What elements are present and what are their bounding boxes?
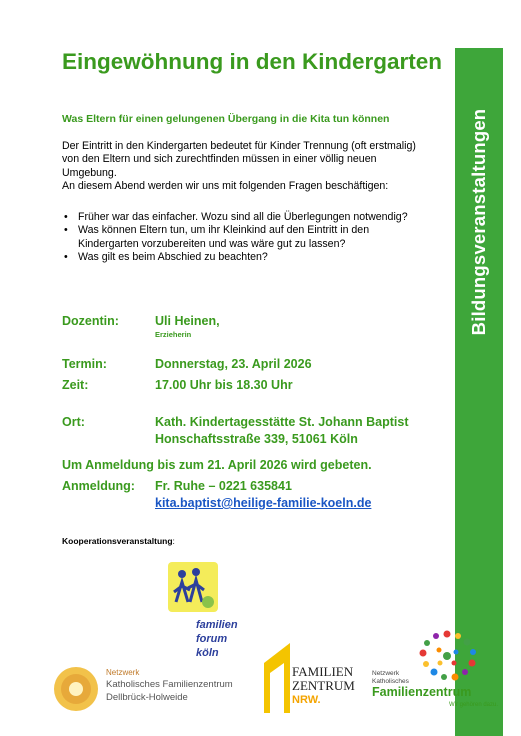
sidebar-title: Bildungsveranstaltungen	[468, 108, 489, 336]
familienzentrum-line-2: ZENTRUM	[292, 678, 355, 693]
termin-label: Termin:	[62, 357, 107, 371]
familienforum-emblem-icon	[168, 562, 218, 612]
familienforum-line-1: familien	[196, 619, 238, 631]
page-subtitle: Was Eltern für einen gelungenen Übergang in die Kita tun können	[62, 113, 390, 125]
sun-emblem-icon	[52, 665, 100, 713]
netzwerk-kath-line-4: Wir gehören dazu.	[448, 702, 498, 708]
list-item: • Was können Eltern tun, um ihr Kleinkind auf den Eintritt in den Kindergarten vorzubereiten und was wäre gut zu lassen?	[62, 224, 432, 251]
intro-text	[62, 140, 432, 193]
netzwerk-kath-line-2: Katholisches	[372, 677, 409, 685]
list-item: • Früher war das einfacher. Wozu sind all die Überlegungen notwendig?	[62, 211, 432, 224]
ort-line-2: Honschaftsstraße 339, 51061 Köln	[155, 432, 358, 446]
registration-note: Um Anmeldung bis zum 21. April 2026 wird gebeten.	[62, 458, 372, 472]
cooperation-label	[62, 536, 175, 546]
cooperation-label-text: Kooperationsveranstaltung	[62, 536, 173, 546]
zeit-value: 17.00 Uhr bis 18.30 Uhr	[155, 378, 293, 392]
anmeldung-contact: Fr. Ruhe – 0221 635841	[155, 479, 292, 493]
ort-label: Ort:	[62, 415, 85, 429]
dozent-name: Uli Heinen,	[155, 314, 220, 328]
dozent-label: Dozentin:	[62, 314, 119, 328]
ort-line-1: Kath. Kindertagesstätte St. Johann Baptist	[155, 415, 409, 429]
zeit-label: Zeit:	[62, 378, 89, 392]
intro-paragraph-2: An diesem Abend werden wir uns mit folgenden Fragen beschäftigen:	[62, 179, 389, 192]
netzwerk-kath-logo	[372, 628, 504, 720]
familienforum-logo	[168, 562, 248, 662]
familienzentrum-nrw-logo	[264, 643, 360, 713]
dots-circle-icon	[412, 628, 482, 682]
netzwerk-dellbrueck-line-2: Katholisches Familienzentrum	[106, 679, 233, 690]
familienforum-line-3: köln	[196, 647, 219, 659]
familienforum-line-2: forum	[196, 633, 228, 645]
dozent-role: Erzieherin	[155, 330, 192, 339]
email-link[interactable]: kita.baptist@heilige-familie-koeln.de	[155, 496, 372, 510]
question-list	[62, 211, 432, 264]
intro-paragraph-1: Der Eintritt in den Kindergarten bedeutet für Kinder Trennung (oft erstmalig) von den Eltern und sich zurechtfinden müssen in einer völlig neuen Umgebung.	[62, 140, 416, 179]
anmeldung-label: Anmeldung:	[62, 479, 135, 493]
page-title: Eingewöhnung in den Kindergarten	[62, 49, 442, 74]
cooperation-colon: :	[172, 536, 175, 546]
netzwerk-dellbrueck-line-1: Netzwerk	[106, 668, 140, 677]
familienzentrum-line-1: FAMILIEN	[292, 664, 354, 679]
netzwerk-kath-line-1: Netzwerk	[372, 670, 400, 677]
netzwerk-dellbrueck-line-3: Dellbrück-Holweide	[106, 692, 188, 703]
netzwerk-dellbrueck-logo	[52, 665, 272, 713]
house-emblem-icon	[264, 643, 294, 713]
familienzentrum-line-3: NRW.	[292, 694, 321, 706]
netzwerk-kath-line-3: Familienzentrum	[372, 685, 472, 699]
list-item: • Was gilt es beim Abschied zu beachten?	[62, 251, 432, 264]
termin-value: Donnerstag, 23. April 2026	[155, 357, 312, 371]
